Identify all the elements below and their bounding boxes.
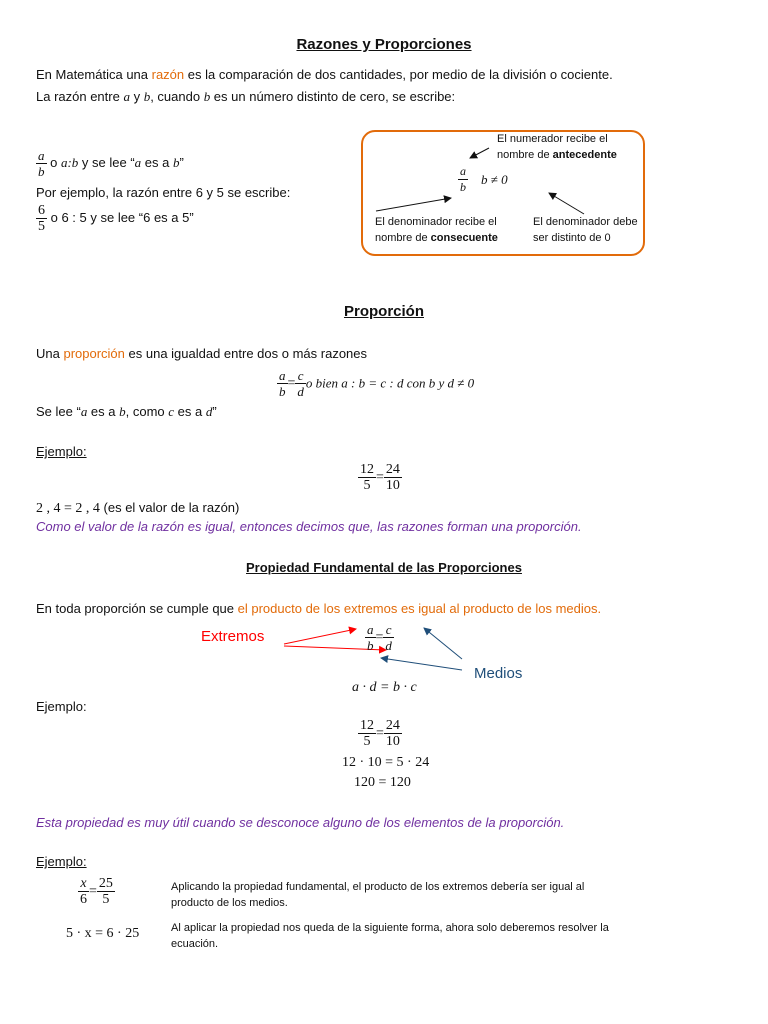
equals-sign: = [89, 884, 97, 900]
extremos-label: Extremos [201, 628, 265, 645]
text: es una igualdad entre dos o más razones [124, 346, 368, 361]
denominator: 10 [385, 478, 400, 493]
numerator: 24 [385, 718, 400, 733]
intro-text: es un número distinto de cero, se escribe: [210, 89, 456, 104]
example-label: Ejemplo: [36, 444, 87, 459]
text: o [46, 154, 61, 170]
denominator: b [279, 384, 286, 399]
text: (es el valor de la razón) [99, 500, 240, 515]
intro-text: es la comparación de dos cantidades, por medio de la división o cociente. [184, 67, 613, 82]
medios-arrow-c [424, 628, 462, 659]
property-usefulness: Esta propiedad es muy útil cuando se desconoce alguno de los elementos de la proporción. [36, 815, 565, 830]
numerator: a [460, 164, 466, 178]
fraction-25-5 [97, 876, 115, 907]
denominator: 5 [102, 892, 110, 907]
var-b: b [143, 89, 151, 104]
var-a: a [123, 89, 130, 104]
denominator: d [297, 384, 304, 399]
ratio-value-equation: 2 , 4 = 2 , 4 [36, 501, 100, 516]
extremos-arrow-a [284, 629, 356, 644]
cross-product-line: 12 · 10 = 5 · 24 [342, 755, 430, 770]
text: y se lee “ [78, 154, 135, 170]
numerator: a [38, 148, 45, 163]
note-text: producto de los medios. [171, 897, 288, 909]
text: es a [141, 154, 173, 170]
keyword-property: el producto de los extremos es igual al producto de los medios. [237, 601, 602, 616]
fraction-12-5 [358, 462, 376, 493]
denominator: 5 [38, 219, 45, 234]
text: ” [212, 404, 217, 419]
var-b: b [203, 89, 211, 104]
example-proportion [358, 462, 402, 493]
section-heading-proporcion: Proporción [343, 303, 424, 320]
numerator: c [295, 368, 306, 384]
var-c: c [168, 404, 175, 419]
text: es a [87, 404, 120, 419]
var-b: b [119, 404, 126, 419]
fraction-a-b [277, 368, 288, 399]
equals-sign: = [287, 375, 296, 391]
fraction-x-6 [78, 876, 89, 907]
text: o 6 : 5 [47, 209, 87, 225]
label-text: nombre de [375, 232, 431, 244]
text: En toda proporción se cumple que [36, 601, 238, 616]
numerator: 6 [38, 203, 45, 218]
ratio-value [36, 500, 239, 517]
nonzero-arrow [549, 193, 584, 214]
example2-note-2 [171, 920, 609, 952]
denominator: b [460, 180, 466, 194]
numerator: a [367, 622, 374, 637]
property-fraction [365, 622, 394, 653]
unknown-proportion [78, 876, 115, 907]
b-nonzero-condition: b ≠ 0 [481, 172, 508, 187]
denominator: 5 [363, 734, 371, 749]
numerator: 12 [360, 718, 374, 733]
label-text: ser distinto de 0 [533, 232, 611, 244]
example-proportion [358, 718, 402, 749]
product-equation: a · d = b · c [352, 680, 417, 695]
text: , como [125, 404, 169, 419]
consecuente-term: consecuente [430, 232, 498, 244]
label-text: El denominador debe [533, 216, 638, 228]
note-text: Al aplicar la propiedad nos queda de la siguiente forma, ahora solo deberemos resolver la [171, 922, 609, 934]
numerator: c [383, 622, 394, 638]
numerator: 25 [98, 876, 113, 891]
medios-label: Medios [474, 665, 523, 682]
denominator: 6 [80, 892, 87, 907]
numerator: x [78, 876, 89, 892]
denominator-arrow [376, 198, 451, 211]
unknown-product-equation: 5 · x = 6 · 25 [66, 926, 140, 941]
label-text: El numerador recibe el [497, 133, 608, 145]
fraction-12-5 [358, 718, 376, 749]
label-text: nombre de [497, 149, 553, 161]
numerator: 24 [385, 462, 400, 477]
text: Se lee “ [36, 404, 81, 419]
intro-text: La razón entre [36, 89, 124, 104]
denominator: b [38, 164, 45, 179]
fraction-c-d [383, 622, 394, 653]
denominator: b [367, 638, 374, 653]
formula-tail: o bien a : b = c : d con b y d ≠ 0 [305, 375, 475, 391]
denominator: 10 [385, 734, 400, 749]
denominator: d [385, 638, 392, 653]
example-label: Ejemplo: [36, 854, 87, 869]
text: y se lee “6 es a 5” [86, 209, 194, 225]
propiedad-statement [36, 601, 601, 616]
text: ” [179, 154, 184, 170]
cross-product-result: 120 = 120 [354, 775, 411, 790]
ratio-colon: a:b [60, 154, 79, 170]
numerator-arrow [470, 148, 489, 158]
fraction-c-d [295, 368, 306, 399]
intro-text: En Matemática una [36, 67, 152, 82]
numerator: 12 [360, 462, 374, 477]
intro-text: , cuando [150, 89, 204, 104]
text: Una [36, 346, 64, 361]
var-b: b [172, 154, 180, 170]
fraction-24-10 [384, 718, 402, 749]
proporcion-definition [36, 346, 367, 361]
proportion-conclusion: Como el valor de la razón es igual, entonces decimos que, las razones forman una proporción. [36, 519, 582, 534]
fraction-24-10 [384, 462, 402, 493]
antecedente-term: antecedente [552, 149, 617, 161]
text: es a [174, 404, 206, 419]
example-intro: Por ejemplo, la razón entre 6 y 5 se escribe: [36, 185, 291, 200]
equals-sign: = [376, 470, 384, 486]
example2-note-1 [171, 879, 584, 911]
proportion-formula [277, 368, 474, 399]
var-a: a [80, 404, 88, 419]
var-d: d [205, 404, 213, 419]
medios-arrow-b [381, 658, 462, 670]
page-title: Razones y Proporciones [296, 36, 472, 53]
numerator: a [279, 368, 286, 383]
var-a: a [134, 154, 142, 170]
equals-sign: = [375, 629, 384, 645]
intro-text: y [129, 89, 144, 104]
label-text: El denominador recibe el [375, 216, 497, 228]
note-text: Aplicando la propiedad fundamental, el producto de los extremos debería ser igual al [171, 881, 585, 893]
section-heading-propiedad: Propiedad Fundamental de las Proporciones [246, 560, 522, 575]
fraction-a-b [365, 622, 376, 653]
keyword-proporcion: proporción [63, 346, 125, 361]
denominator: 5 [363, 478, 371, 493]
note-text: ecuación. [171, 938, 219, 950]
proportion-reading [36, 404, 217, 420]
equals-sign: = [376, 726, 384, 742]
keyword-razon: razón [151, 67, 185, 82]
example-label: Ejemplo: [36, 699, 87, 714]
